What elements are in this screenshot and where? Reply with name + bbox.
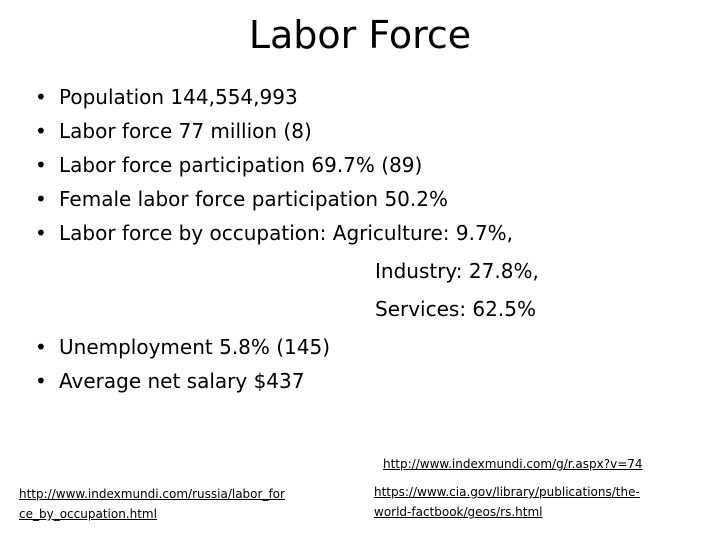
bullet-icon: • xyxy=(35,153,47,177)
source-link-indexmundi-russia-line2[interactable]: ce_by_occupation.html xyxy=(19,507,157,521)
source-link-cia-line1[interactable]: https://www.cia.gov/library/publications/the- xyxy=(374,485,640,499)
bullet-icon: • xyxy=(35,85,47,109)
source-link-cia-line2[interactable]: world-factbook/geos/rs.html xyxy=(374,505,543,519)
bullet-text: Average net salary $437 xyxy=(59,369,305,393)
bullet-text: Population 144,554,993 xyxy=(59,85,298,109)
bullet-icon: • xyxy=(35,187,47,211)
occupation-services-text: Services: 62.5% xyxy=(375,297,536,321)
bullet-icon: • xyxy=(35,369,47,393)
bullet-icon: • xyxy=(35,119,47,143)
bullet-text: Unemployment 5.8% (145) xyxy=(59,335,331,359)
bullet-icon: • xyxy=(35,221,47,245)
bullet-text: Labor force 77 million (8) xyxy=(59,119,312,143)
bullet-text: Labor force by occupation: Agriculture: 9.7%, xyxy=(59,221,514,245)
bullet-text: Female labor force participation 50.2% xyxy=(59,187,448,211)
source-link-indexmundi-g[interactable]: http://www.indexmundi.com/g/r.aspx?v=74 xyxy=(383,457,643,471)
source-link-indexmundi-russia-line1[interactable]: http://www.indexmundi.com/russia/labor_for xyxy=(19,487,285,501)
bullet-icon: • xyxy=(35,335,47,359)
bullet-text: Labor force participation 69.7% (89) xyxy=(59,153,423,177)
slide-title: Labor Force xyxy=(248,13,472,57)
occupation-industry-text: Industry: 27.8%, xyxy=(375,259,539,283)
